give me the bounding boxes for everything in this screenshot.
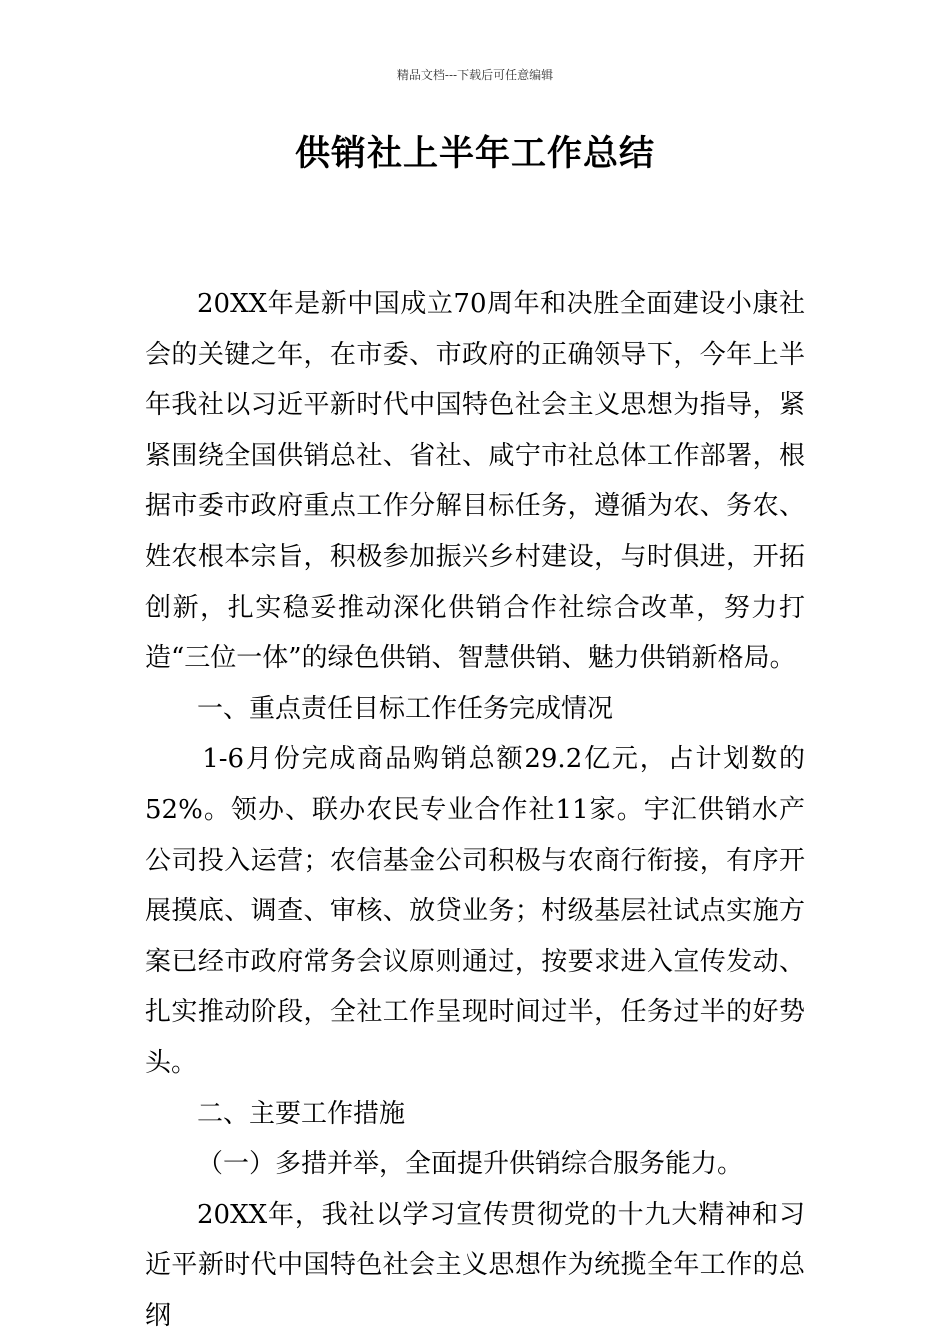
section-heading-1: 一、重点责任目标工作任务完成情况	[197, 693, 614, 724]
document-body	[145, 279, 805, 1341]
paragraph-targets: 1-6月份完成商品购销总额29.2亿元，占计划数的52%。领办、联办农民专业合作社11家。宇汇供销水产公司投入运营；农信基金公司积极与农商行衔接，有序开展摸底、调查、审核、放贷业务；村级基层社试点实施方案已经市政府常务会议原则通过，按要求进入宣传发动、扎实推动阶段，全社工作呈现时间过半，任务过半的好势头。	[145, 744, 805, 1078]
paragraph-measures: 20XX年，我社以学习宣传贯彻党的十九大精神和习近平新时代中国特色社会主义思想作为统揽全年工作的总纲	[145, 1199, 805, 1331]
paragraph-intro: 20XX年是新中国成立70周年和决胜全面建设小康社会的关键之年，在市委、市政府的正确领导下，今年上半年我社以习近平新时代中国特色社会主义思想为指导，紧紧围绕全国供销总社、省社、咸宁市社总体工作部署，根据市委市政府重点工作分解目标任务，遵循为农、务农、姓农根本宗旨，积极参加振兴乡村建设，与时俱进，开拓创新，扎实稳妥推动深化供销合作社综合改革，努力打造“三位一体”的绿色供销、智慧供销、魅力供销新格局。	[145, 289, 805, 674]
section-heading-2: 二、主要工作措施	[197, 1098, 406, 1129]
subsection-heading-1: （一）多措并举，全面提升供销综合服务能力。	[197, 1149, 744, 1180]
document-title: 供销社上半年工作总结	[294, 134, 655, 174]
header-note: 精品文档---下载后可任意编辑	[396, 68, 554, 82]
